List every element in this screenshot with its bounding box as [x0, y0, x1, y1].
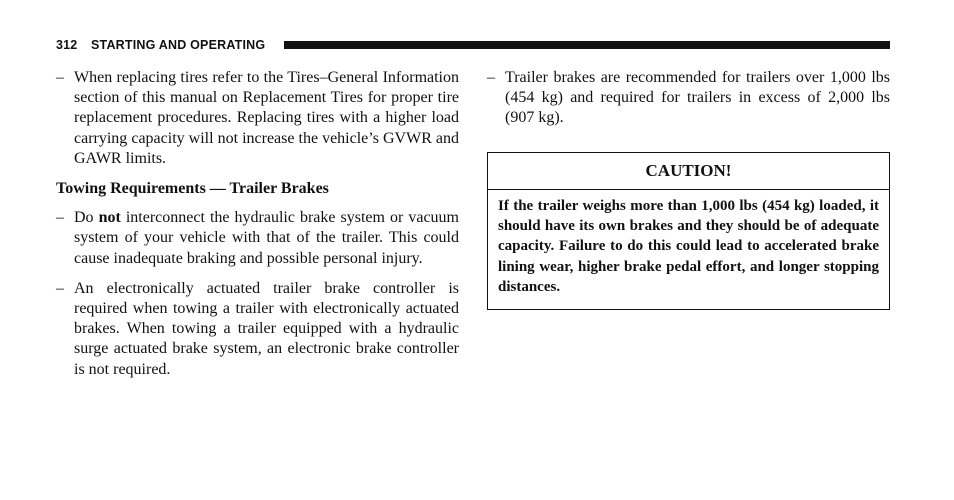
- bullet-do-not-interconnect: [56, 208, 459, 269]
- caution-title: CAUTION!: [488, 153, 889, 190]
- bullet-dash: –: [487, 69, 495, 86]
- bullet-trailer-brakes: [487, 68, 890, 129]
- bullet-text: Trailer brakes are recommended for trailers over 1,000 lbs (454 kg) and required for trailers in excess of 2,000 lbs (907 kg).: [505, 69, 890, 127]
- bullet-dash: –: [56, 209, 64, 227]
- bullet-dash: –: [56, 69, 64, 86]
- section-title: STARTING AND OPERATING: [91, 38, 266, 52]
- bullet-text: When replacing tires refer to the Tires–General Information section of this manual on Replacement Tires for proper tire replacement procedures. Replacing tires with a higher load carrying capacity will not increase the vehicle’s GVWR and GAWR limits.: [74, 69, 459, 167]
- bullet-text: interconnect the hydraulic brake system or vacuum system of your vehicle with that of the trailer. This could cause inadequate braking and possible personal injury.: [74, 209, 460, 267]
- bullet-text: An electronically actuated trailer brake controller is required when towing a trailer with electronically actuated brakes. When towing a trailer equipped with a hydraulic surge actuated brake system, an electronic brake controller is not required.: [74, 279, 459, 378]
- header-rule: [284, 41, 890, 49]
- caution-box: [487, 152, 890, 310]
- section-heading: Towing Requirements — Trailer Brakes: [56, 180, 329, 198]
- bullet-brake-controller: [56, 279, 459, 380]
- caution-body: If the trailer weighs more than 1,000 lbs (454 kg) loaded, it should have its own brakes and they should be of adequate capacity. Failure to do this could lead to accelerated brake lining wear, higher brake pedal effort, and longer stopping distances.: [498, 198, 879, 295]
- bullet-replacing-tires: [56, 68, 459, 169]
- bullet-text-prefix: Do: [74, 209, 94, 227]
- page-header: [56, 38, 890, 52]
- bullet-text-emphasis: not: [98, 209, 121, 227]
- right-column: [487, 68, 890, 139]
- bullet-dash: –: [56, 279, 64, 297]
- left-column: [56, 68, 459, 390]
- page-number: 312: [56, 38, 78, 52]
